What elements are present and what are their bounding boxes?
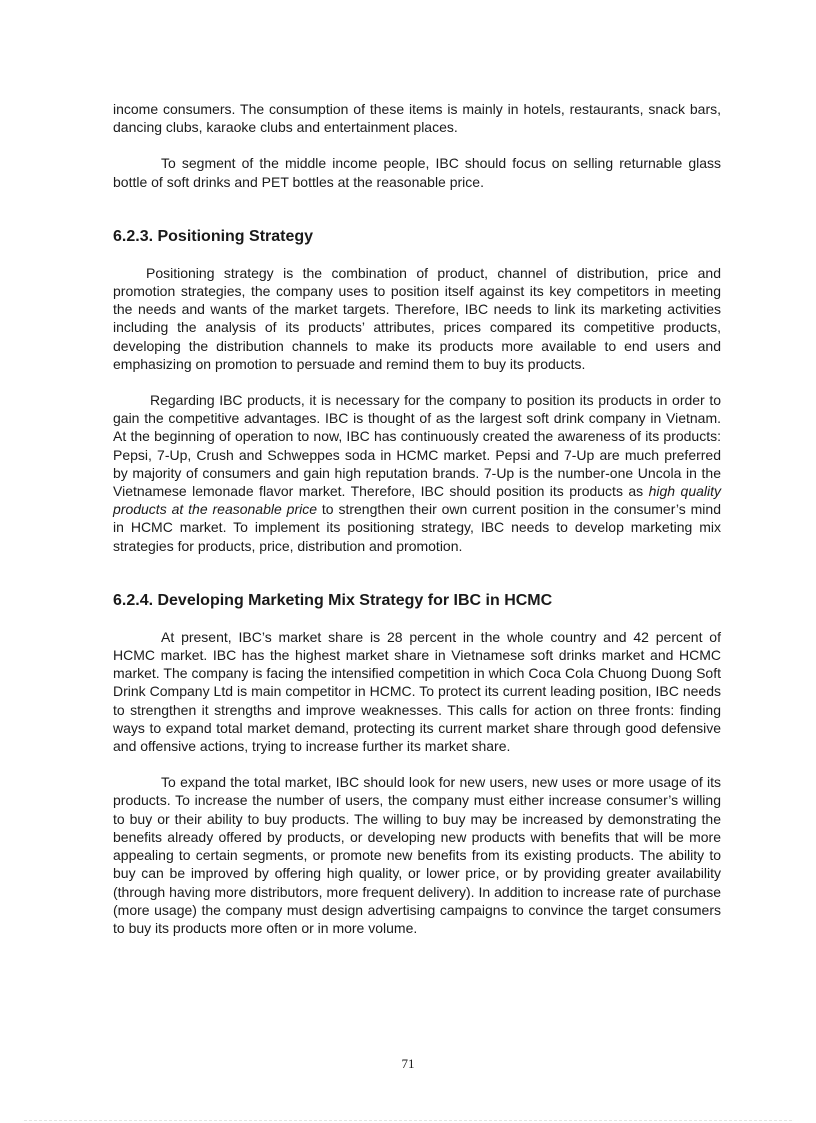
paragraph-market-share: At present, IBC’s market share is 28 percent in the whole country and 42 percent of HCMC market. IBC has the highest market share in Vietnamese soft drinks market and HCMC market. The company is facing the intensified competition in which Coca Cola Chuong Duong Soft Drink Company Ltd is main competitor in HCMC. To protect its current leading position, IBC needs to strengthen it strengths and improve weaknesses. This calls for action on three fronts: finding ways to expand total market demand, protecting its current market share through good defensive and offensive actions, trying to increase further its market share.: [113, 628, 721, 755]
paragraph-expand-total-market: To expand the total market, IBC should look for new users, new uses or more usage of its products. To increase the number of users, the company must either increase consumer’s willing to buy or their ability to buy products. The willing to buy may be increased by demonstrating the benefits already offered by products, or developing new products with benefits that will be more appealing to certain segments, or promote new benefits from its existing products. The ability to buy can be improved by offering high quality, or lower price, or by providing greater availability (through having more distributors, more frequent delivery). In addition to increase rate of purchase (more usage) the company must design advertising campaigns to convince the target consumers to buy its products more often or in more volume.: [113, 774, 721, 936]
paragraph-income-consumers: income consumers. The consumption of these items is mainly in hotels, restaurants, snack bars, dancing clubs, karaoke clubs and entertainment places.: [113, 101, 721, 136]
paragraph-middle-income-segment: To segment of the middle income people, IBC should focus on selling returnable glass bottle of soft drinks and PET bottles at the reasonable price.: [113, 155, 721, 190]
page-number: 71: [401, 1056, 415, 1071]
section-gap: [113, 555, 721, 591]
emphasis-high-quality-reasonable-price: high quality products at the reasonable price: [113, 483, 722, 518]
heading-positioning-strategy: 6.2.3. Positioning Strategy: [113, 227, 314, 245]
page-content: [113, 100, 721, 937]
paragraph-gap: [113, 755, 721, 773]
paragraph-positioning-definition: Positioning strategy is the combination of product, channel of distribution, price and promotion strategies, the company uses to position itself against its key competitors in meeting the needs and wants of the market targets. Therefore, IBC needs to link its marketing activities including the analysis of its products’ attributes, prices compared its competitive products, developing the distribution channels to make its products more available to end users and emphasizing on promotion to persuade and remind them to buy its products.: [113, 264, 721, 372]
paragraph-ibc-products-positioning: [113, 391, 721, 555]
paragraph-text-before-emphasis: Regarding IBC products, it is necessary for the company to position its products in order to gain the competitive advantages. IBC is thought of as the largest soft drink company in Vietnam. At the beginning of operation to now, IBC has continuously created the awareness of its products: Pepsi, 7-Up, Crush and Schweppes soda in HCMC market. Pepsi and 7-Up are much preferred by majority of consumers and gain high reputation brands. 7-Up is the number-one Uncola in the Vietnamese lemonade flavor market. Therefore, IBC should position its products as: [113, 392, 721, 500]
page-bottom-divider: [24, 1120, 792, 1121]
paragraph-gap: [113, 373, 721, 391]
heading-marketing-mix-strategy: 6.2.4. Developing Marketing Mix Strategy for IBC in HCMC: [113, 591, 553, 609]
paragraph-text-after-emphasis: to strengthen their own current position in the consumer’s mind in HCMC market. To implement its positioning strategy, IBC needs to develop marketing mix strategies for products, price, distribution and promotion.: [113, 501, 721, 554]
paragraph-gap: [113, 136, 721, 154]
section-gap: [113, 191, 721, 227]
heading-gap: [113, 611, 721, 628]
heading-gap: [113, 247, 721, 264]
